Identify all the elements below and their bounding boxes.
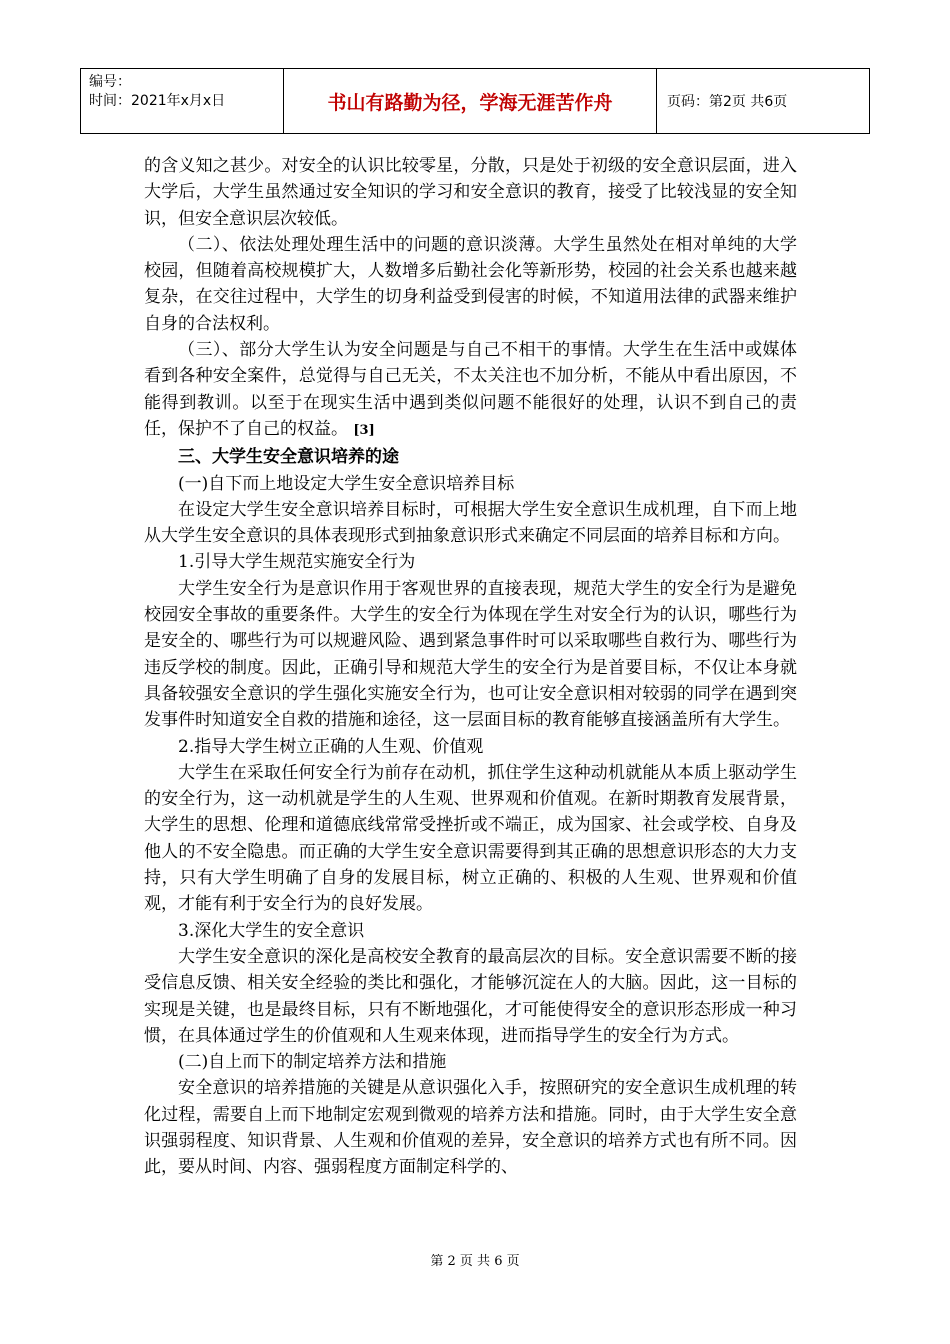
- paragraph: 大学生安全行为是意识作用于客观世界的直接表现，规范大学生的安全行为是避免校园安全事故的重要条件。大学生的安全行为体现在学生对安全行为的认识，哪些行为是安全的、哪些行为可以规避风险、遇到紧急事件时可以采取哪些自救行为、哪些行为违反学校的制度。因此，正确引导和规范大学生的安全行为是首要目标，不仅让本身就具备较强安全意识的学生强化实施安全行为，也可让安全意识相对较弱的同学在遇到突发事件时知道安全自救的措施和途径，这一层面目标的教育能够直接涵盖所有大学生。: [144, 578, 797, 731]
- document-time-label: 时间：2021年x月x日: [89, 93, 226, 109]
- item-heading: 1.引导大学生规范实施安全行为: [178, 552, 416, 573]
- document-body: [144, 153, 797, 1181]
- paragraph: 大学生安全意识的深化是高校安全教育的最高层次的目标。安全意识需要不断的接受信息反馈、相关安全经验的类比和强化，才能够沉淀在人的大脑。因此，这一目标的实现是关键，也是最终目标，只有不断地强化，才可能使得安全的意识形态形成一种习惯，在具体通过学生的价值观和人生观来体现，进而指导学生的安全行为方式。: [144, 946, 797, 1046]
- paragraph: 大学生在采取任何安全行为前存在动机，抓住学生这种动机就能从本质上驱动学生的安全行为，这一动机就是学生的人生观、世界观和价值观。在新时期教育发展背景，大学生的思想、伦理和道德底线常常受挫折或不端正，成为国家、社会或学校、自身及他人的不安全隐患。而正确的大学生安全意识需要得到其正确的思想意识形态的大力支持，只有大学生明确了自身的发展目标，树立正确的、积极的人生观、世界观和价值观，才能有利于安全行为的良好发展。: [144, 762, 797, 915]
- header-page-info: 页码：第2页 共6页: [667, 94, 788, 110]
- paragraph: [144, 337, 797, 444]
- reference-mark: [3]: [353, 422, 375, 438]
- item-heading: 2.指导大学生树立正确的人生观、价值观: [178, 736, 484, 757]
- page-footer: 第 2 页 共 6 页: [430, 1254, 520, 1269]
- subsection-heading: (二)自上而下的制定培养方法和措施: [178, 1052, 447, 1073]
- section-heading: 三、大学生安全意识培养的途: [178, 447, 399, 468]
- header-motto: 书山有路勤为径，学海无涯苦作舟: [284, 69, 657, 133]
- paragraph: 的含义知之甚少。对安全的认识比较零星，分散，只是处于初级的安全意识层面，进入大学后，大学生虽然通过安全知识的学习和安全意识的教育，接受了比较浅显的安全知识，但安全意识层次较低。: [144, 156, 797, 229]
- header-meta: [81, 69, 284, 133]
- paragraph: （二）、依法处理处理生活中的问题的意识淡薄。大学生虽然处在相对单纯的大学校园，但随着高校规模扩大，人数增多后勤社会化等新形势，校园的社会关系也越来越复杂，在交往过程中，大学生的切身利益受到侵害的时候，不知道用法律的武器来维护自身的合法权利。: [144, 234, 797, 334]
- page-header: [80, 68, 870, 134]
- document-number-label: 编号：: [89, 74, 131, 90]
- item-heading: 3.深化大学生的安全意识: [178, 920, 365, 941]
- paragraph: 安全意识的培养措施的关键是从意识强化入手，按照研究的安全意识生成机理的转化过程，需要自上而下地制定宏观到微观的培养方法和措施。同时，由于大学生安全意识强弱程度、知识背景、人生观和价值观的差异，安全意识的培养方式也有所不同。因此，要从时间、内容、强弱程度方面制定科学的、: [144, 1078, 797, 1178]
- paragraph-text: （三）、部分大学生认为安全问题是与自己不相干的事情。大学生在生活中或媒体看到各种安全案件，总觉得与自己无关，不太关注也不加分析，不能从中看出原因，不能得到教训。以至于在现实生活中遇到类似问题不能很好的处理，认识不到自己的责任，保护不了自己的权益。: [144, 340, 797, 439]
- subsection-heading: (一)自下而上地设定大学生安全意识培养目标: [178, 473, 515, 494]
- paragraph: 在设定大学生安全意识培养目标时，可根据大学生安全意识生成机理，自下而上地从大学生安全意识的具体表现形式到抽象意识形式来确定不同层面的培养目标和方向。: [144, 499, 797, 547]
